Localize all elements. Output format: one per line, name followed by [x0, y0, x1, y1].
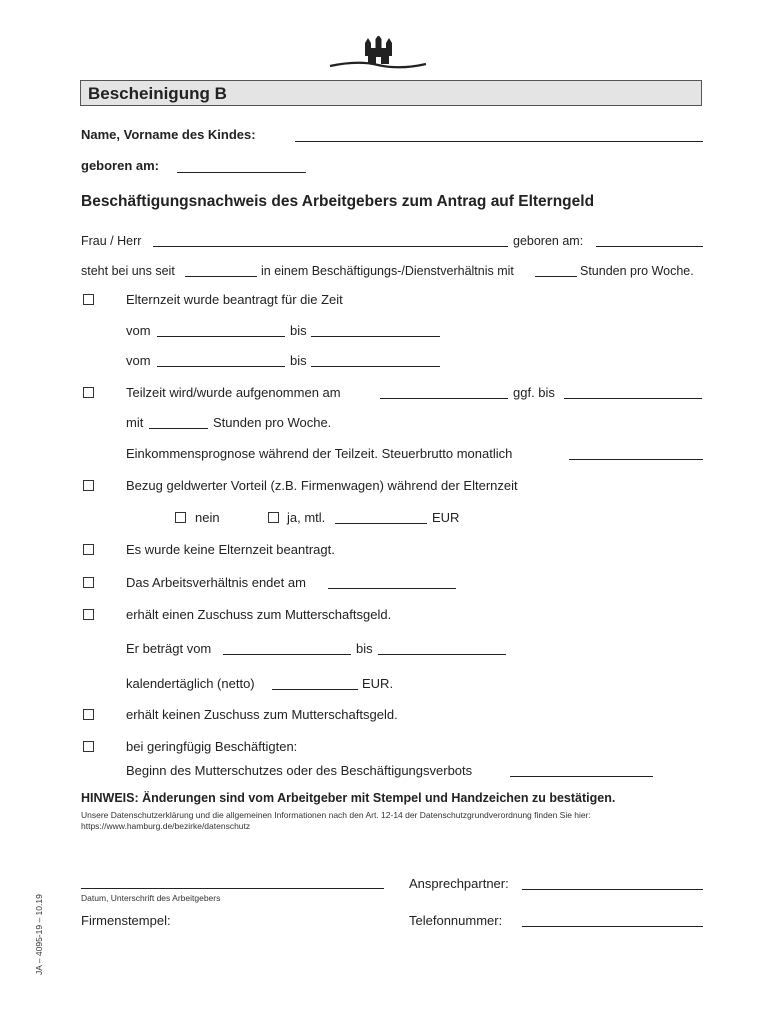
no-leave-checkbox[interactable] — [83, 544, 94, 555]
part-time-until-field[interactable] — [564, 398, 702, 399]
person-birth-label: geboren am: — [513, 234, 584, 248]
benefit-yes-checkbox[interactable] — [268, 512, 279, 523]
employment-ends-field[interactable] — [328, 588, 456, 589]
part-time-label: Teilzeit wird/wurde aufgenommen am — [126, 385, 341, 400]
child-birth-label: geboren am: — [81, 158, 160, 173]
minor-employment-label: bei geringfügig Beschäftigten: — [126, 739, 298, 754]
income-label: Einkommensprognose während der Teilzeit. Steuerbrutto monatlich — [126, 446, 513, 461]
benefit-label: Bezug geldwerter Vorteil (z.B. Firmenwagen) während der Elternzeit — [126, 478, 518, 493]
section-title: Beschäftigungsnachweis des Arbeitgebers zum Antrag auf Elterngeld — [81, 193, 595, 210]
leave-to-field-1[interactable] — [311, 336, 440, 337]
no-leave-label: Es wurde keine Elternzeit beantragt. — [126, 542, 335, 557]
leave-to-field-2[interactable] — [311, 366, 440, 367]
daily-amount-field[interactable] — [272, 689, 358, 690]
person-label: Frau / Herr — [81, 234, 142, 248]
leave-from-label-1: vom — [126, 323, 151, 338]
phone-field[interactable] — [522, 926, 703, 927]
benefit-no-checkbox[interactable] — [175, 512, 186, 523]
privacy-text: Unsere Datenschutzerklärung und die allgemeinen Informationen nach den Art. 12-14 der Datenschutzgrundverordnung finden Sie hier: — [81, 810, 591, 820]
parental-leave-label: Elternzeit wurde beantragt für die Zeit — [126, 292, 343, 307]
contact-label: Ansprechpartner: — [409, 876, 509, 891]
benefit-currency: EUR — [432, 510, 460, 525]
child-name-field[interactable] — [295, 141, 703, 142]
phone-label: Telefonnummer: — [409, 913, 503, 928]
leave-to-label-1: bis — [290, 323, 307, 338]
leave-from-label-2: vom — [126, 353, 151, 368]
benefit-no-label: nein — [195, 510, 220, 525]
part-time-until-label: ggf. bis — [513, 385, 555, 400]
minor-employment-checkbox[interactable] — [83, 741, 94, 752]
minor-begin-label: Beginn des Mutterschutzes oder des Beschäftigungsverbots — [126, 763, 473, 778]
subsidy-to-label: bis — [356, 641, 373, 656]
privacy-link[interactable]: https://www.hamburg.de/bezirke/datenschutz — [81, 821, 251, 831]
part-time-hours-label: Stunden pro Woche. — [213, 415, 332, 430]
form-code: JA – 4095-19 – 10.19 — [34, 894, 44, 975]
leave-to-label-2: bis — [290, 353, 307, 368]
relation-label: in einem Beschäftigungs-/Dienstverhältnis mit — [261, 264, 514, 278]
hint-text: HINWEIS: Änderungen sind vom Arbeitgeber mit Stempel und Handzeichen zu bestätigen. — [81, 791, 616, 805]
subsidy-checkbox[interactable] — [83, 609, 94, 620]
subsidy-from-label: Er beträgt vom — [126, 641, 212, 656]
part-time-with-label: mit — [126, 415, 144, 430]
form-title: Bescheinigung B — [88, 84, 227, 103]
daily-currency: EUR. — [362, 676, 394, 691]
signature-field[interactable] — [81, 888, 384, 889]
employed-since-field[interactable] — [185, 276, 257, 277]
title-box — [80, 80, 702, 106]
income-field[interactable] — [569, 459, 703, 460]
signature-caption: Datum, Unterschrift des Arbeitgebers — [81, 893, 221, 903]
person-name-field[interactable] — [153, 246, 508, 247]
child-birth-field[interactable] — [177, 172, 306, 173]
subsidy-from-field[interactable] — [223, 654, 351, 655]
contact-field[interactable] — [522, 889, 703, 890]
daily-label: kalendertäglich (netto) — [126, 676, 255, 691]
part-time-hours-field[interactable] — [149, 428, 208, 429]
subsidy-to-field[interactable] — [378, 654, 506, 655]
benefit-checkbox[interactable] — [83, 480, 94, 491]
hours-field[interactable] — [535, 276, 577, 277]
no-subsidy-checkbox[interactable] — [83, 709, 94, 720]
benefit-yes-label: ja, mtl. — [287, 510, 326, 525]
leave-from-field-2[interactable] — [157, 366, 285, 367]
hours-label: Stunden pro Woche. — [580, 264, 694, 278]
hamburg-castle-logo — [328, 36, 428, 72]
benefit-amount-field[interactable] — [335, 523, 427, 524]
employment-ends-checkbox[interactable] — [83, 577, 94, 588]
parental-leave-checkbox[interactable] — [83, 294, 94, 305]
employed-since-label: steht bei uns seit — [81, 264, 175, 278]
child-name-label: Name, Vorname des Kindes: — [81, 127, 256, 142]
leave-from-field-1[interactable] — [157, 336, 285, 337]
company-stamp-label: Firmenstempel: — [81, 913, 171, 928]
part-time-checkbox[interactable] — [83, 387, 94, 398]
minor-begin-field[interactable] — [510, 776, 653, 777]
employment-ends-label: Das Arbeitsverhältnis endet am — [126, 575, 306, 590]
person-birth-field[interactable] — [596, 246, 703, 247]
part-time-start-field[interactable] — [380, 398, 508, 399]
no-subsidy-label: erhält keinen Zuschuss zum Mutterschaftsgeld. — [126, 707, 398, 722]
subsidy-label: erhält einen Zuschuss zum Mutterschaftsgeld. — [126, 607, 392, 622]
